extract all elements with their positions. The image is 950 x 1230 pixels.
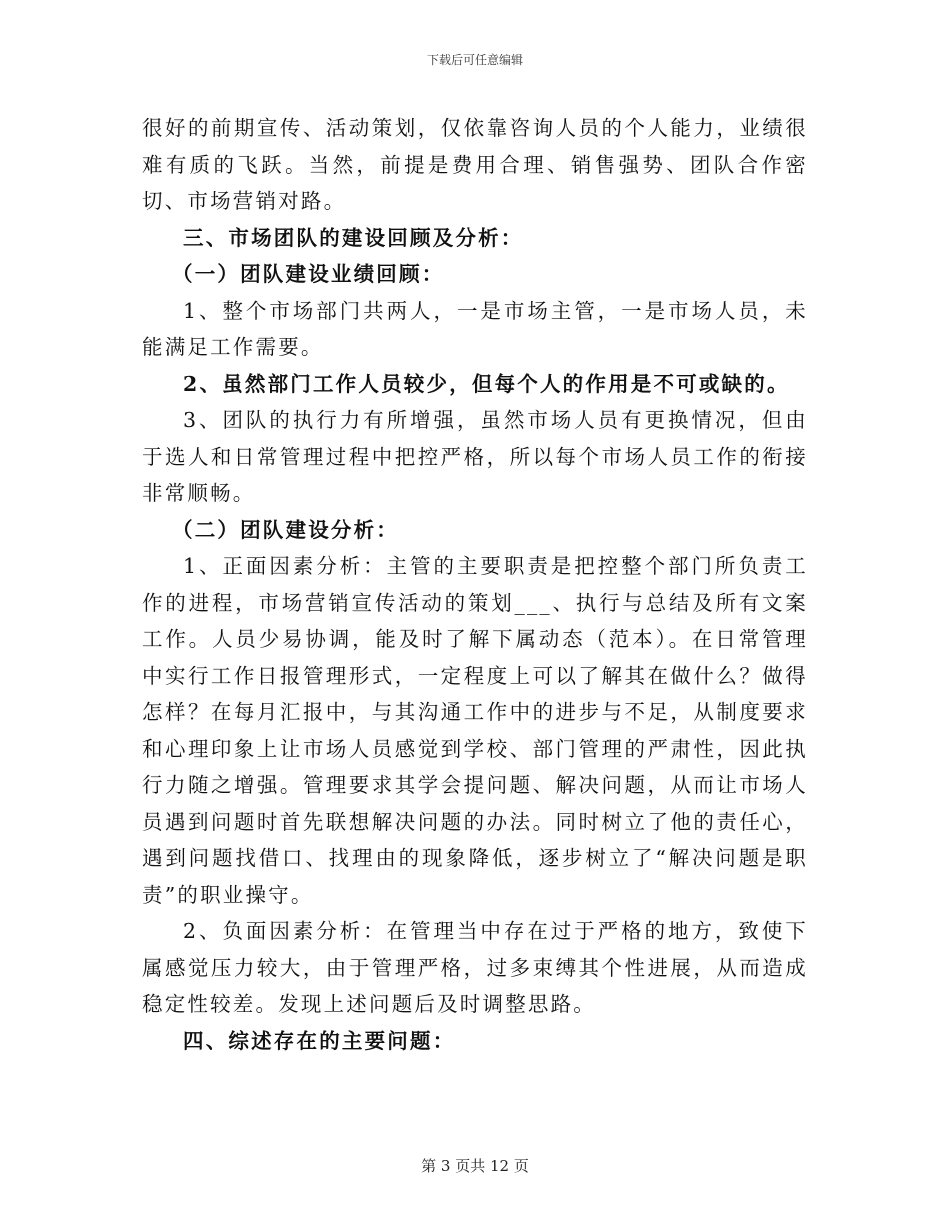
subsection-heading-1: （一）团队建设业绩回顾：: [172, 262, 445, 286]
page-header: 下载后可任意编辑: [426, 53, 523, 67]
section-heading-3: 三、市场团队的建设回顾及分析：: [183, 225, 524, 250]
paragraph-continuation: 很好的前期宣传、活动策划，仅依靠咨询人员的个人能力，业绩很难有质的飞跃。当然，前提是费用合理、销售强势、团队合作密切、市场营销对路。: [142, 116, 808, 213]
analysis-negative: 2、负面因素分析：在管理当中存在过于严格的地方，致使下属感觉压力较大，由于管理严格，过多束缚其个性进展，从而造成稳定性较差。发现上述问题后及时调整思路。: [142, 919, 808, 1016]
list-item-2: 2、虽然部门工作人员较少，但每个人的作用是不可或缺的。: [183, 371, 790, 396]
document-body: [142, 110, 808, 1059]
page-footer: 第 3 页共 12 页: [421, 1157, 529, 1175]
list-item-3: 3、团队的执行力有所增强，虽然市场人员有更换情况，但由于选人和日常管理过程中把控严格，所以每个市场人员工作的衔接非常顺畅。: [142, 408, 808, 505]
section-heading-4: 四、综述存在的主要问题：: [183, 1028, 456, 1053]
analysis-positive: 1、正面因素分析：主管的主要职责是把控整个部门所负责工作的进程，市场营销宣传活动的策划___、执行与总结及所有文案工作。人员少易协调，能及时了解下属动态（范本）。在日常管理中实行工作日报管理形式，一定程度上可以了解其在做什么？做得怎样？在每月汇报中，与其沟通工作中的进步与不足，从制度要求和心理印象上让市场人员感觉到学校、部门管理的严肃性，因此执行力随之增强。管理要求其学会提问题、解决问题，从而让市场人员遇到问题时首先联想解决问题的办法。同时树立了他的责任心，遇到问题找借口、找理由的现象降低，逐步树立了“解决问题是职责”的职业操守。: [142, 554, 808, 907]
list-item-1: 1、整个市场部门共两人，一是市场主管，一是市场人员，未能满足工作需要。: [142, 298, 808, 359]
subsection-heading-2: （二）团队建设分析：: [172, 517, 399, 542]
